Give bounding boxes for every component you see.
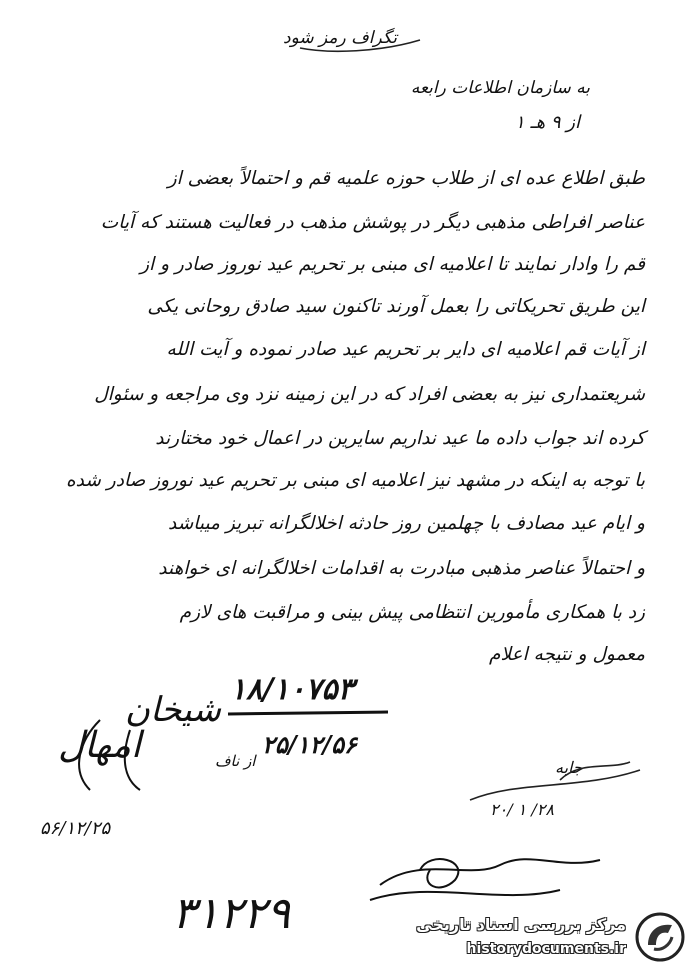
signature-scribble xyxy=(370,859,600,900)
body-line: با توجه به اینکه در مشهد نیز اعلامیه ای مبنی بر تحریم عید نوروز صادر شده xyxy=(65,470,645,491)
sender-line: از ۹ هـ ۱ xyxy=(515,112,580,133)
archive-watermark xyxy=(402,905,692,967)
document-header: تگراف رمز شود xyxy=(283,28,397,48)
signature-scribble xyxy=(420,859,458,887)
body-line: و احتمالاً عناصر مذهبی مبادرت به اقدامات اخلالگرانه ای خواهند xyxy=(158,558,645,579)
handwritten-date: ۵۶/۱۲/۲۵ xyxy=(40,818,111,839)
body-line: شریعتمداری نیز به بعضی افراد که در این زمینه نزد وی مراجعه و سئوال xyxy=(94,384,645,405)
margin-annotation: جابه xyxy=(555,758,583,777)
archive-number: ۳۱۲۲۹ xyxy=(172,888,291,939)
signature-from: از ناف xyxy=(215,752,256,770)
body-line: قم را وادار نمایند تا اعلامیه ای مبنی بر تحریم عید نوروز صادر و از xyxy=(140,254,645,275)
body-line: معمول و نتیجه اعلام xyxy=(489,644,645,665)
body-line: عناصر افراطی مذهبی دیگر در پوشش مذهب در فعالیت هستند که آیات xyxy=(100,212,645,233)
archive-logo-icon xyxy=(634,911,686,963)
body-line: طبق اطلاع عده ای از طلاب حوزه علمیه قم و احتمالاً بعضی از xyxy=(167,168,645,189)
body-line: از آیات قم اعلامیه ای دایر بر تحریم عید صادر نموده و آیت الله xyxy=(166,339,645,360)
body-line: زد با همکاری مأمورین انتظامی پیش بینی و مراقبت های لازم xyxy=(179,602,645,623)
margin-annotation: ۲۸/ ۱ /۲۰ xyxy=(490,800,554,819)
body-line: کرده اند جواب داده ما عید نداریم سایرین در اعمال خود مختارند xyxy=(155,428,645,449)
watermark-title: مرکز بررسی اسناد تاریخی xyxy=(416,915,626,934)
reference-underline xyxy=(228,712,388,714)
header-flourish xyxy=(300,40,420,51)
handwritten-note: امهال xyxy=(58,725,142,766)
signature-name: شیخان xyxy=(125,690,222,730)
recipient-line: به سازمان اطلاعات رابعه xyxy=(410,78,590,98)
annotation-scribble xyxy=(560,762,630,780)
reference-date: ۲۵/۱۲/۵۶ xyxy=(262,730,357,759)
reference-number: ۱۸/۱۰۷۵۳ xyxy=(230,672,354,707)
annotation-scribble xyxy=(470,770,640,800)
left-scrawl-stroke xyxy=(79,720,140,790)
body-line: این طریق تحریکاتی را بعمل آورند تاکنون سید صادق روحانی یکی xyxy=(147,296,645,317)
watermark-url: historydocuments.ir xyxy=(466,941,626,957)
body-line: و ایام عید مصادف با چهلمین روز حادثه اخلالگرانه تبریز میباشد xyxy=(168,513,645,534)
